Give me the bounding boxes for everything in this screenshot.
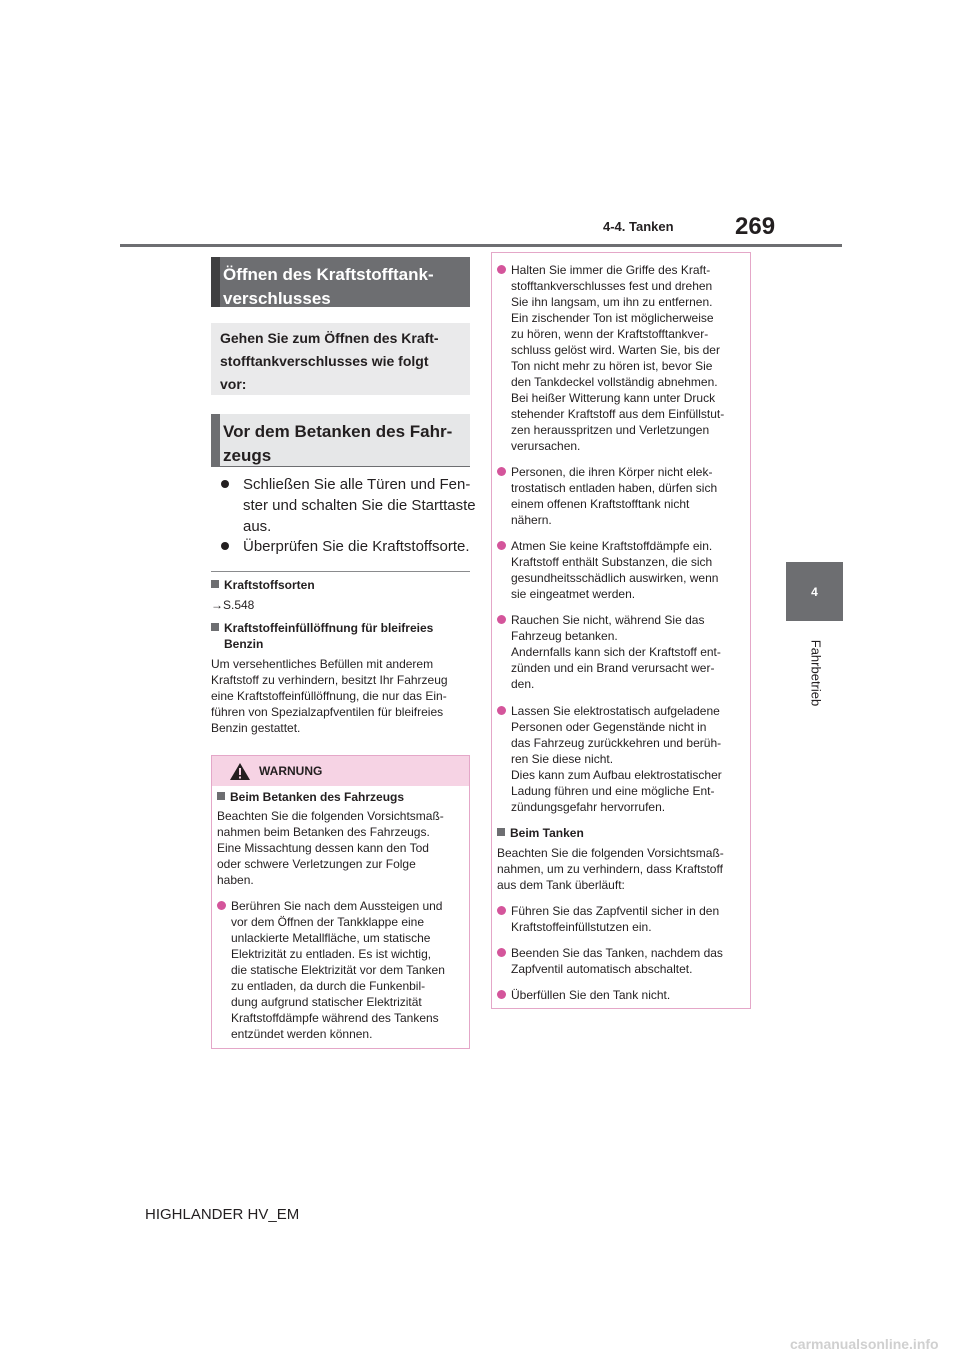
warning-item-line: trostatisch entladen haben, dürfen sich bbox=[511, 481, 718, 495]
warning-section-body bbox=[217, 808, 444, 888]
warning-section-title bbox=[497, 825, 584, 841]
warning-body-line: haben. bbox=[217, 873, 254, 887]
warning-item-line: Elektrizität zu entladen. Es ist wichtig, bbox=[231, 947, 432, 961]
warning-item-line: Bei heißer Witterung kann unter Druck bbox=[511, 391, 716, 405]
warning-item-line: Kraftstoffeinfüllstutzen ein. bbox=[511, 920, 652, 934]
warning-body-line: Beachten Sie die folgenden Vorsichtsmaß- bbox=[497, 846, 724, 860]
warning-item-line: das Fahrzeug zurückkehren und berüh- bbox=[511, 736, 722, 750]
note-title bbox=[211, 620, 433, 652]
warning-item-line: entzündet werden können. bbox=[231, 1027, 373, 1041]
warning-item-line: stofftankverschlusses fest und drehen bbox=[511, 279, 713, 293]
warning-item bbox=[217, 898, 445, 1042]
note-title-line: Kraftstoffsorten bbox=[224, 578, 315, 592]
chapter-number: 4 bbox=[811, 584, 818, 599]
note-ref-line: →S.548 bbox=[211, 598, 255, 612]
warning-item-line: zündungsgefahr hervorrufen. bbox=[511, 800, 666, 814]
warning-item-line: den. bbox=[511, 677, 535, 691]
warning-item-line: sie eingeatmet werden. bbox=[511, 587, 636, 601]
warning-item-line: Kraftstoffdämpfe während des Tankens bbox=[231, 1011, 439, 1025]
heading-bar bbox=[211, 257, 220, 307]
warning-item-line: Personen oder Gegenstände nicht in bbox=[511, 720, 707, 734]
list-item-line: Überprüfen Sie die Kraftstoffsorte. bbox=[243, 538, 470, 555]
warning-item-line: Überfüllen Sie den Tank nicht. bbox=[511, 988, 671, 1002]
chapter-label-text: Fahrbetrieb bbox=[808, 639, 824, 707]
note-body-line: Benzin gestattet. bbox=[211, 721, 301, 735]
list-item-line: Schließen Sie alle Türen und Fen- bbox=[243, 476, 471, 493]
heading-line: verschlusses bbox=[223, 289, 331, 308]
list-item-line: aus. bbox=[243, 518, 272, 535]
divider bbox=[211, 571, 470, 572]
warning-item-line: nähern. bbox=[511, 513, 552, 527]
warning-body-line: Eine Missachtung dessen kann den Tod bbox=[217, 841, 429, 855]
list-item-line: ster und schalten Sie die Starttaste bbox=[243, 497, 476, 514]
warning-item-line: unlackierte Metallfläche, um statische bbox=[231, 931, 431, 945]
warning-item-line: Berühren Sie nach dem Aussteigen und bbox=[231, 899, 443, 913]
heading-before-refuel bbox=[211, 414, 470, 466]
warning-item-line: vor dem Öffnen der Tankklappe eine bbox=[231, 915, 425, 929]
warning-item-line: Atmen Sie keine Kraftstoffdämpfe ein. bbox=[511, 539, 713, 553]
warning-item-line: dung aufgrund statischer Elektrizität bbox=[231, 995, 422, 1009]
intro-line: Gehen Sie zum Öffnen des Kraft- bbox=[220, 330, 439, 346]
warning-item bbox=[497, 903, 719, 935]
warning-item-line: Kraftstoff enthält Substanzen, die sich bbox=[511, 555, 713, 569]
warning-item-line: die statische Elektrizität vor dem Tanken bbox=[231, 963, 445, 977]
watermark-logo bbox=[790, 1334, 960, 1354]
footer-model: HIGHLANDER HV_EM bbox=[145, 1206, 300, 1223]
list-item bbox=[219, 536, 470, 557]
warning-icon bbox=[229, 762, 251, 781]
note-title-line: Benzin bbox=[224, 637, 264, 651]
warning-title: WARNUNG bbox=[259, 764, 323, 778]
warning-item-line: den Tankdeckel vollständig abnehmen. bbox=[511, 375, 718, 389]
warning-section-title bbox=[217, 789, 404, 805]
warning-item bbox=[497, 464, 717, 528]
warning-item-line: Zapfventil automatisch abschaltet. bbox=[511, 962, 693, 976]
note-body-line: Kraftstoff zu verhindern, besitzt Ihr Fahrzeug bbox=[211, 673, 448, 687]
warning-item-line: Lassen Sie elektrostatisch aufgeladene bbox=[511, 704, 720, 718]
warning-item-line: zu hören, wenn der Kraftstofftankver- bbox=[511, 327, 709, 341]
watermark-text: carmanualsonline.info bbox=[790, 1336, 939, 1352]
warning-section-body bbox=[497, 845, 724, 893]
warning-item bbox=[497, 987, 670, 1003]
warning-item-line: zünden und ein Brand verursacht wer- bbox=[511, 661, 715, 675]
warning-item-line: verursachen. bbox=[511, 439, 581, 453]
chapter-label bbox=[806, 633, 826, 713]
note-body-line: führen von Spezialzapfventilen für bleifreies bbox=[211, 705, 444, 719]
warning-item-line: zen herausspritzen und Verletzungen bbox=[511, 423, 710, 437]
warning-item bbox=[497, 945, 723, 977]
warning-item-line: Rauchen Sie nicht, während Sie das bbox=[511, 613, 705, 627]
intro-box bbox=[211, 323, 470, 395]
warning-body-line: nahmen beim Betanken des Fahrzeugs. bbox=[217, 825, 430, 839]
warning-body-line: aus dem Tank überläuft: bbox=[497, 878, 625, 892]
warning-item-line: Beenden Sie das Tanken, nachdem das bbox=[511, 946, 723, 960]
warning-header bbox=[212, 756, 469, 786]
heading-bar bbox=[211, 414, 220, 466]
warning-item-line: ren Sie diese nicht. bbox=[511, 752, 614, 766]
warning-item-line: Ladung führen und eine mögliche Ent- bbox=[511, 784, 715, 798]
warning-item-line: zu entladen, da durch die Funkenbil- bbox=[231, 979, 426, 993]
warning-item-line: Dies kann zum Aufbau elektrostatischer bbox=[511, 768, 722, 782]
warning-item bbox=[497, 538, 718, 602]
warning-item bbox=[497, 262, 724, 454]
heading-underline bbox=[211, 466, 470, 467]
warning-item bbox=[497, 703, 722, 815]
header-rule bbox=[120, 244, 842, 247]
heading-line: Vor dem Betanken des Fahr- bbox=[223, 422, 453, 441]
heading-open-fuel-cap bbox=[211, 257, 470, 307]
warning-item-line: Fahrzeug betanken. bbox=[511, 629, 618, 643]
warning-item-line: Führen Sie das Zapfventil sicher in den bbox=[511, 904, 720, 918]
intro-line: vor: bbox=[220, 376, 247, 392]
warning-item-line: einem offenen Kraftstofftank nicht bbox=[511, 497, 690, 511]
note-body-line: Um versehentliches Befüllen mit anderem bbox=[211, 657, 434, 671]
warning-item-line: Andernfalls kann sich der Kraftstoff ent- bbox=[511, 645, 721, 659]
note-title-line: Kraftstoffeinfüllöffnung für bleifreies bbox=[224, 621, 434, 635]
warning-section-title-line: Beim Betanken des Fahrzeugs bbox=[230, 790, 405, 804]
note-body bbox=[211, 656, 448, 736]
warning-item-line: Sie ihn langsam, um ihn zu entfernen. bbox=[511, 295, 713, 309]
warning-body-line: oder schwere Verletzungen zur Folge bbox=[217, 857, 416, 871]
heading-line: zeugs bbox=[223, 446, 272, 465]
warning-item-line: Ein zischender Ton ist möglicherweise bbox=[511, 311, 714, 325]
warning-body-line: nahmen, um zu verhindern, dass Kraftstoff bbox=[497, 862, 723, 876]
heading-line: Öffnen des Kraftstofftank- bbox=[223, 265, 434, 284]
note-ref bbox=[211, 597, 254, 613]
note-body-line: eine Kraftstoffeinfüllöffnung, die nur das Ein- bbox=[211, 689, 447, 703]
note-title bbox=[211, 577, 315, 593]
warning-item-line: schluss gelöst wird. Warten Sie, bis der bbox=[511, 343, 720, 357]
warning-item-line: Personen, die ihren Körper nicht elek- bbox=[511, 465, 713, 479]
page-number: 269 bbox=[735, 213, 776, 240]
warning-body-line: Beachten Sie die folgenden Vorsichtsmaß- bbox=[217, 809, 444, 823]
chapter-tab bbox=[786, 562, 843, 621]
warning-item bbox=[497, 612, 721, 692]
warning-item-line: Ton nicht mehr zu hören ist, bevor Sie bbox=[511, 359, 713, 373]
section-title: 4-4. Tanken bbox=[603, 219, 674, 234]
warning-section-title-line: Beim Tanken bbox=[510, 826, 584, 840]
warning-item-line: stehender Kraftstoff aus dem Einfüllstut- bbox=[511, 407, 725, 421]
intro-line: stofftankverschlusses wie folgt bbox=[220, 353, 429, 369]
warning-item-line: gesundheitsschädlich auswirken, wenn bbox=[511, 571, 719, 585]
warning-item-line: Halten Sie immer die Griffe des Kraft- bbox=[511, 263, 711, 277]
list-item bbox=[219, 474, 476, 537]
